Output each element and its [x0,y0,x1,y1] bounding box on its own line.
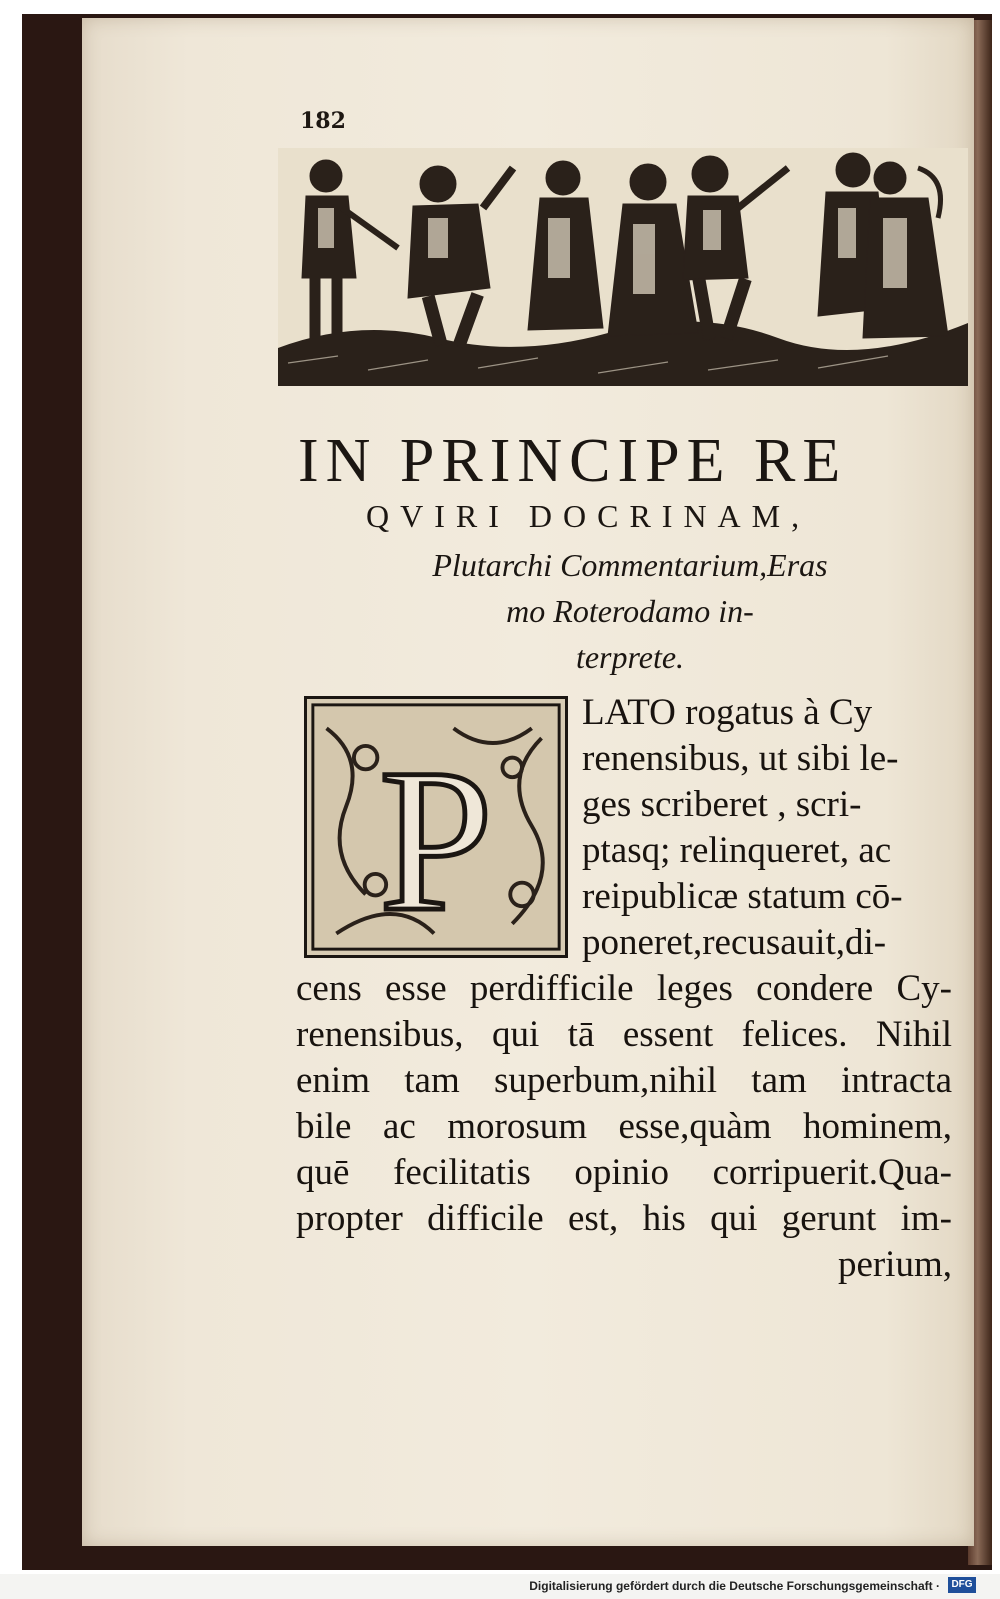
text-line: poneret,recusauit,di- [582,922,887,963]
title-second-line: QVIRI DOCRINAM, [366,498,811,534]
text-line: renensibus, ut sibi le- [582,738,899,779]
text-line: bile ac morosum esse,quàm hominem, [296,1106,952,1147]
text-line: renensibus, qui tā essent felices. Nihil [296,1014,952,1055]
funding-credit: Digitalisierung gefördert durch die Deutsche Forschungsgemeinschaft · [529,1579,940,1593]
dfg-logo-icon: DFG [948,1577,976,1593]
text-line: propter difficile est, his qui gerunt im- [296,1198,952,1239]
text-line: cens esse perdifficile leges condere Cy- [296,968,952,1009]
subtitle-line: terprete. [575,639,685,675]
text-line: LATO rogatus à Cy [582,692,873,733]
body-text [296,690,952,1288]
initial-letter: P [378,727,494,955]
text-line: ptasq; relinqueret, ac [582,830,892,871]
title-main: IN PRINCIPE RE [298,427,848,495]
woodcut-dancing-peasants-illustration [278,148,968,386]
subtitle-line: mo Roterodamo in- [506,593,754,629]
text-line: enim tam superbum,nihil tam intracta [296,1060,952,1101]
subtitle [380,542,880,680]
text-line: ges scriberet , scri- [582,784,862,825]
page-number: 182 [300,108,346,134]
text-line: reipublicæ statum cō- [582,876,903,917]
subtitle-line: Plutarchi Commentarium,Eras [432,547,828,583]
catchword: perium, [837,1244,952,1285]
text-line: quē fecilitatis opinio corripuerit.Qua- [296,1152,952,1193]
